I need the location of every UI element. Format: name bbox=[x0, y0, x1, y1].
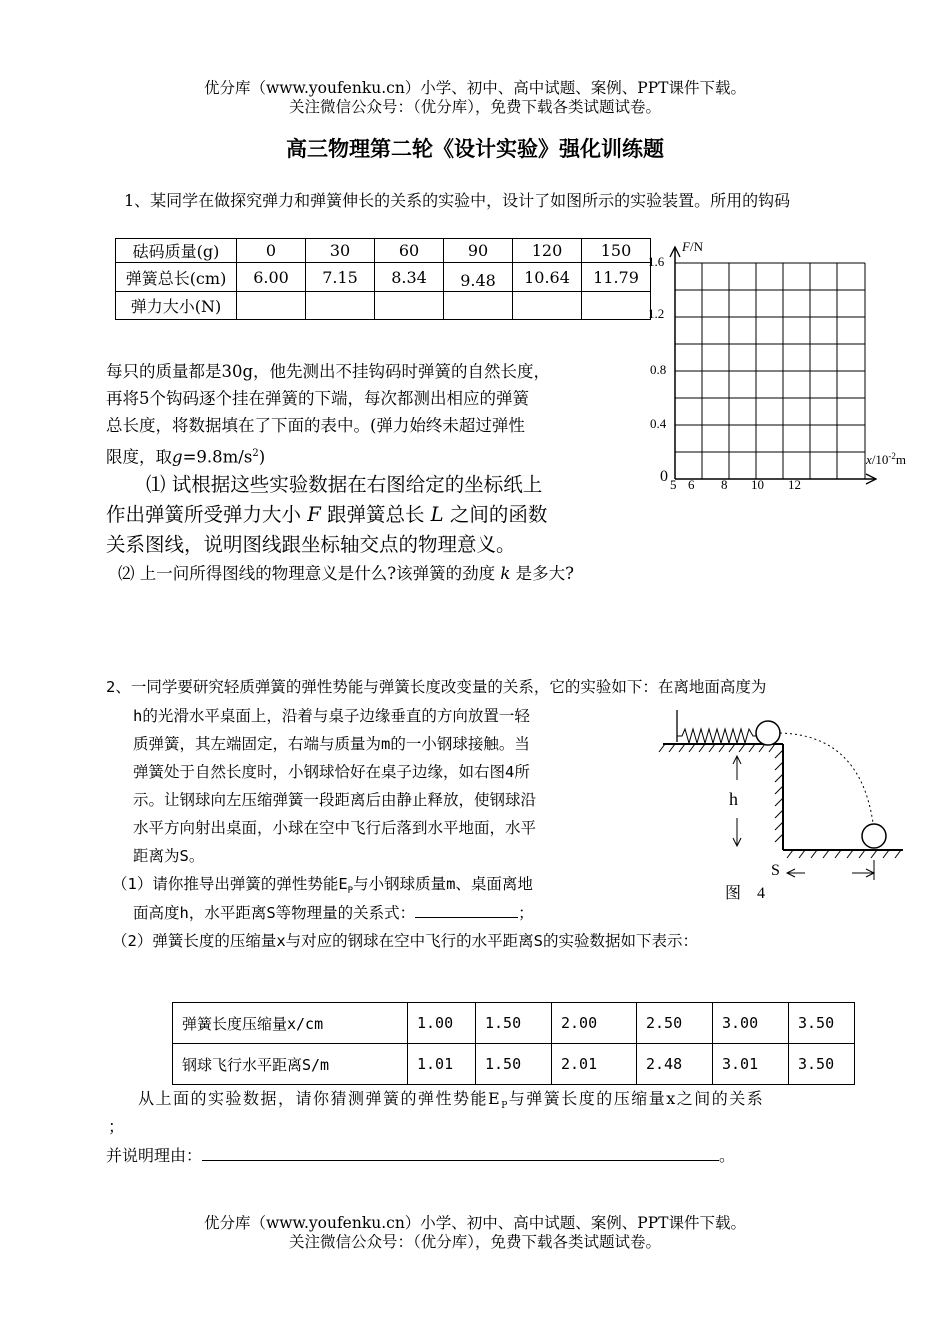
q2-line: 距离为S。 bbox=[133, 847, 205, 865]
y-axis-label: F/N bbox=[682, 239, 703, 254]
answer-blank[interactable] bbox=[415, 917, 518, 918]
q2-line: 质弹簧，其左端固定，右端与质量为m的一小钢球接触。当 bbox=[133, 735, 530, 753]
table-cell: 2.48 bbox=[637, 1044, 713, 1085]
q1-graph-paper bbox=[640, 235, 907, 495]
q2-guess-line: 从上面的实验数据，请你猜测弹簧的弹性势能$E_P$与弹簧长度的压缩量x之间的关系 bbox=[138, 1089, 765, 1112]
graph-grid bbox=[675, 263, 865, 479]
table-cell bbox=[306, 292, 375, 320]
figure-caption: 图 4 bbox=[725, 885, 766, 902]
x-axis-label: $x/10^{-2}m$ bbox=[866, 451, 907, 467]
table-cell bbox=[444, 292, 513, 320]
q2-part1-line: （1）请你推导出弹簧的弹性势能$E_P$与小钢球质量m、桌面离地 bbox=[112, 875, 533, 897]
q2-part1-line: 面高度h，水平距离S等物理量的关系式： ； bbox=[133, 904, 534, 922]
q2-data-table bbox=[172, 1002, 855, 1085]
trajectory bbox=[780, 733, 873, 823]
table-row-label: 砝码质量(g) bbox=[116, 239, 237, 263]
table-cell: 0 bbox=[237, 239, 306, 263]
q1-part1-line: ⑴ 试根据这些实验数据在右图给定的坐标纸上 bbox=[146, 473, 543, 496]
q2-part2-line: （2）弹簧长度的压缩量x与对应的钢球在空中飞行的水平距离S的实验数据如下表示： bbox=[112, 932, 698, 950]
q2-line: 2、一同学要研究轻质弹簧的弹性势能与弹簧长度改变量的关系，它的实验如下：在离地面高度为 bbox=[106, 678, 767, 696]
table-row-label: 弹力大小(N) bbox=[116, 292, 237, 320]
table-cell: 60 bbox=[375, 239, 444, 263]
table-row-label: 弹簧总长(cm) bbox=[116, 263, 237, 292]
table-cell: 7.15 bbox=[306, 263, 375, 292]
table-cell: 3.50 bbox=[789, 1044, 855, 1085]
y-tick-label: 1.6 bbox=[648, 254, 665, 269]
q1-intro: 1、某同学在做探究弹力和弹簧伸长的关系的实验中，设计了如图所示的实验装置。所用的钩码 bbox=[124, 191, 791, 210]
q1-part2-line: ⑵ 上一问所得图线的物理意义是什么?该弹簧的劲度 k 是多大? bbox=[118, 564, 574, 583]
table-cell: 8.34 bbox=[375, 263, 444, 292]
x-tick-label: 8 bbox=[721, 477, 728, 492]
q2-reason-line: 并说明理由： 。 bbox=[106, 1146, 736, 1165]
table-cell: 3.01 bbox=[713, 1044, 789, 1085]
table-cell bbox=[375, 292, 444, 320]
q1-body-line: 总长度，将数据填在了下面的表中。(弹力始终未超过弹性 bbox=[106, 416, 525, 435]
q2-line: 水平方向射出桌面，小球在空中飞行后落到水平地面，水平 bbox=[133, 819, 537, 837]
height-label: h bbox=[729, 789, 738, 809]
table-cell: 1.50 bbox=[476, 1044, 552, 1085]
table-cell: 2.00 bbox=[552, 1003, 637, 1044]
table-cell bbox=[237, 292, 306, 320]
ground-hatch bbox=[787, 850, 901, 858]
header-line-1: 优分库（www.youfenku.cn）小学、初中、高中试题、案例、PPT课件下载。 bbox=[203, 79, 747, 97]
x-tick-label: 10 bbox=[751, 477, 764, 492]
origin-label: 0 bbox=[660, 468, 668, 485]
q1-part1-line: 作出弹簧所受弹力大小 F 跟弹簧总长 L 之间的函数 bbox=[106, 503, 548, 526]
q2-line: 弹簧处于自然长度时，小钢球恰好在桌子边缘，如右图4所 bbox=[133, 763, 530, 781]
q2-line: h的光滑水平桌面上，沿着与桌子边缘垂直的方向放置一轻 bbox=[133, 707, 530, 725]
spring bbox=[677, 729, 757, 743]
q1-body-line: 再将5个钩码逐个挂在弹簧的下端，每次都测出相应的弹簧 bbox=[106, 389, 529, 408]
table-row-label: 钢球飞行水平距离S/m bbox=[173, 1044, 408, 1085]
table-cell: 9.48 bbox=[444, 263, 513, 292]
footer-line-2: 关注微信公众号：（优分库），免费下载各类试题试卷。 bbox=[288, 1233, 661, 1251]
table-cell: 3.50 bbox=[789, 1003, 855, 1044]
table-cell: 150 bbox=[582, 239, 651, 263]
x-tick-label: 6 bbox=[688, 477, 695, 492]
q1-body-line: 每只的质量都是30g，他先测出不挂钩码时弹簧的自然长度， bbox=[106, 362, 551, 381]
table-cell: 11.79 bbox=[582, 263, 651, 292]
y-tick-label: 1.2 bbox=[648, 306, 665, 321]
edge-hatch bbox=[775, 750, 783, 842]
y-tick-label: 0.4 bbox=[650, 416, 667, 431]
table-cell: 90 bbox=[444, 239, 513, 263]
table-cell: 1.00 bbox=[408, 1003, 476, 1044]
footer-line-1: 优分库（www.youfenku.cn）小学、初中、高中试题、案例、PPT课件下载。 bbox=[203, 1214, 747, 1232]
q2-guess-end: ； bbox=[108, 1117, 125, 1136]
distance-label: S bbox=[771, 862, 780, 879]
q2-line: 示。让钢球向左压缩弹簧一段距离后由静止释放，使钢球沿 bbox=[133, 791, 537, 809]
table-cell: 10.64 bbox=[513, 263, 582, 292]
table-cell: 2.01 bbox=[552, 1044, 637, 1085]
page-title: 高三物理第二轮《设计实验》强化训练题 bbox=[286, 136, 664, 161]
header-line-2: 关注微信公众号：（优分库），免费下载各类试题试卷。 bbox=[288, 98, 661, 116]
steel-ball bbox=[756, 721, 780, 745]
table-cell: 1.01 bbox=[408, 1044, 476, 1085]
reason-blank[interactable] bbox=[202, 1160, 719, 1161]
q1-data-table bbox=[115, 238, 651, 320]
landed-ball bbox=[862, 824, 886, 848]
table-cell: 120 bbox=[513, 239, 582, 263]
table-cell: 2.50 bbox=[637, 1003, 713, 1044]
x-tick-label: 5 bbox=[670, 477, 677, 492]
table-hatch bbox=[659, 744, 775, 752]
table-row-label: 弹簧长度压缩量x/cm bbox=[173, 1003, 408, 1044]
figure-4 bbox=[655, 700, 915, 905]
table-cell bbox=[513, 292, 582, 320]
y-tick-label: 0.8 bbox=[650, 362, 667, 377]
q1-body-line: 限度，取$g=9.8m/s^2$) bbox=[106, 447, 266, 467]
x-tick-label: 12 bbox=[788, 477, 801, 492]
table-cell: 1.50 bbox=[476, 1003, 552, 1044]
table-cell: 6.00 bbox=[237, 263, 306, 292]
table-cell: 3.00 bbox=[713, 1003, 789, 1044]
table-cell: 30 bbox=[306, 239, 375, 263]
q1-part1-line: 关系图线，说明图线跟坐标轴交点的物理意义。 bbox=[106, 533, 516, 556]
